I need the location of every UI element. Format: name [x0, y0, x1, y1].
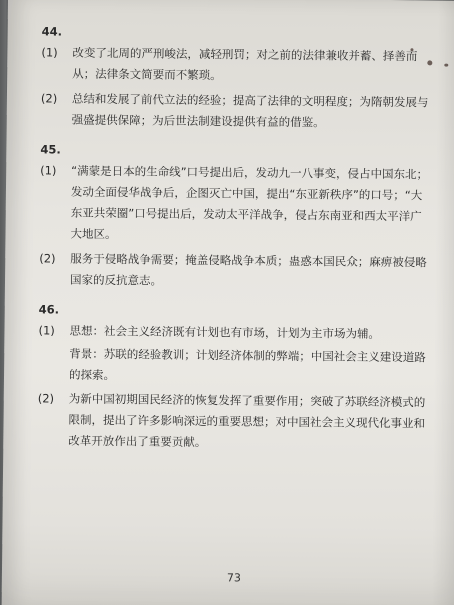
item-marker: (1) [41, 45, 58, 60]
item-marker: (1) [38, 323, 55, 338]
ink-spot [444, 64, 448, 67]
q45-answer-2 [39, 248, 429, 294]
answer-text: 服务于侵略战争需要；掩盖侵略战争本质；蛊惑本国民众；麻痹被侵略国家的反抗意志。 [69, 251, 427, 288]
q44-answer-2 [41, 88, 431, 134]
answer-content [37, 24, 431, 455]
q46-answer-1-thought [38, 320, 428, 345]
item-marker: (2) [40, 91, 58, 106]
answer-text: 改变了北周的严刑峻法，减轻刑罚；对之前的法律兼收并蓄、择善而从；法律条文简要而不繁琐。 [72, 45, 418, 83]
question-45-number: 45. [40, 142, 61, 157]
answer-text: “满蒙是日本的生命线”口号提出后，发动九一八事变，侵占中国东北；发动全面侵华战争后，企图灭亡中国，提出“东亚新秩序”的口号；“大东亚共荣圈”口号提出后，发动太平洋战争，侵占东南亚和西太平洋广大地区。 [70, 163, 429, 242]
q45-answer-1 [39, 160, 430, 248]
q44-answer-1 [41, 42, 431, 88]
question-46-number: 46. [38, 302, 60, 317]
question-44-number: 44. [41, 24, 63, 39]
q46-answer-2 [37, 388, 428, 455]
item-marker: (2) [39, 251, 56, 266]
answer-text: 为新中国初期国民经济的恢复发挥了重要作用；突破了苏联经济模式的限制，提出了许多影响深远的重要思想；对中国社会主义现代化事业和改革开放作出了重要贡献。 [68, 391, 426, 450]
answer-text: 总结和发展了前代立法的经验；提高了法律的文明程度；为隋朝发展与强盛提供保障；为后世法制建设提供有益的借鉴。 [71, 91, 429, 130]
q46-answer-1-background: 背景：苏联的经验教训；计划经济体制的弊端；中国社会主义建设道路的探索。 [68, 346, 426, 383]
page-shadow [431, 1, 454, 605]
answer-sheet [2, 0, 454, 605]
answer-text: 思想：社会主义经济既有计划也有市场，计划为主市场为辅。 [69, 323, 381, 341]
page-number: 73 [226, 571, 241, 585]
item-marker: (1) [40, 163, 57, 178]
item-marker: (2) [37, 391, 55, 406]
